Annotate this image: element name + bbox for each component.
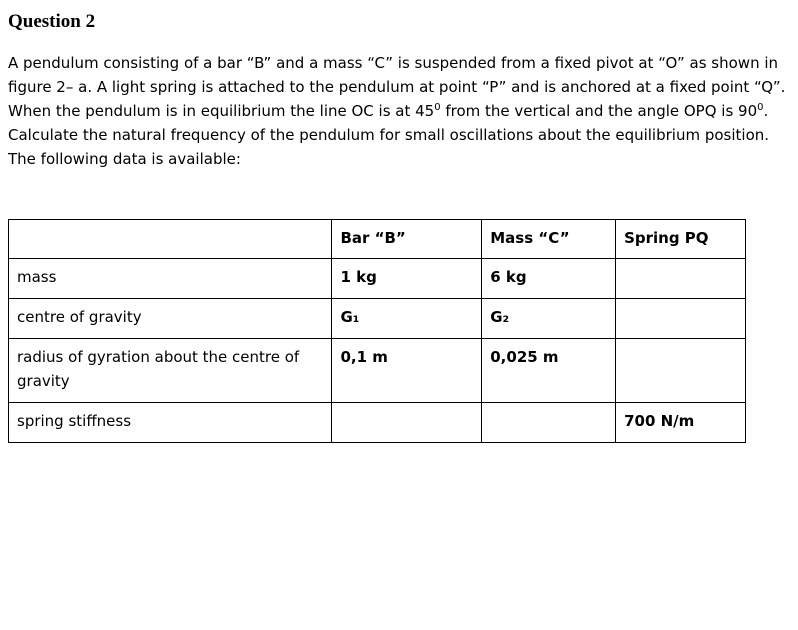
paragraph-line: A pendulum consisting of a bar “B” and a mass “C” is suspended from a fixed pivot at “O” as shown in (8, 54, 779, 72)
row-label-spring-stiffness: spring stiffness (9, 403, 332, 443)
cell-mass-c-cog: G₂ (482, 299, 616, 339)
table-row (9, 299, 746, 339)
sentence-end: . (763, 102, 769, 120)
row-label-mass: mass (9, 259, 332, 299)
table-row (9, 259, 746, 299)
header-spring-pq: Spring PQ (616, 220, 746, 259)
row-label-radius-of-gyration: radius of gyration about the centre of gravity (9, 339, 332, 403)
paragraph-line: figure 2– a. A light spring is attached to the pendulum at point “P” and is anchored at a fixed point “Q”. (8, 78, 786, 96)
angle-text-opq: from the vertical and the angle OPQ is 90 (440, 102, 758, 120)
question-paragraph (8, 51, 793, 171)
degree-mark: 0 (434, 102, 441, 113)
row-label-centre-of-gravity: centre of gravity (9, 299, 332, 339)
degree-mark: 0 (757, 102, 764, 113)
question-title: Question 2 (8, 11, 96, 32)
table-header-row (9, 220, 746, 259)
cell-spring-radius (616, 339, 746, 403)
cell-spring-stiffness: 700 N/m (616, 403, 746, 443)
header-mass-c: Mass “C” (482, 220, 616, 259)
cell-mass-c-stiffness (482, 403, 616, 443)
header-cell-empty (9, 220, 332, 259)
paragraph-line: The following data is available: (8, 150, 241, 168)
cell-bar-mass: 1 kg (332, 259, 482, 299)
header-bar-b: Bar “B” (332, 220, 482, 259)
table-row (9, 403, 746, 443)
cell-mass-c-radius: 0,025 m (482, 339, 616, 403)
cell-spring-mass (616, 259, 746, 299)
cell-bar-stiffness (332, 403, 482, 443)
table-row (9, 339, 746, 403)
cell-bar-radius: 0,1 m (332, 339, 482, 403)
cell-mass-c-mass: 6 kg (482, 259, 616, 299)
paragraph-line-angles (8, 99, 793, 123)
paragraph-line: Calculate the natural frequency of the pendulum for small oscillations about the equilibrium position. (8, 126, 770, 144)
angle-text-oc: When the pendulum is in equilibrium the line OC is at 45 (8, 102, 435, 120)
cell-spring-cog (616, 299, 746, 339)
data-table (8, 219, 746, 443)
cell-bar-cog: G₁ (332, 299, 482, 339)
